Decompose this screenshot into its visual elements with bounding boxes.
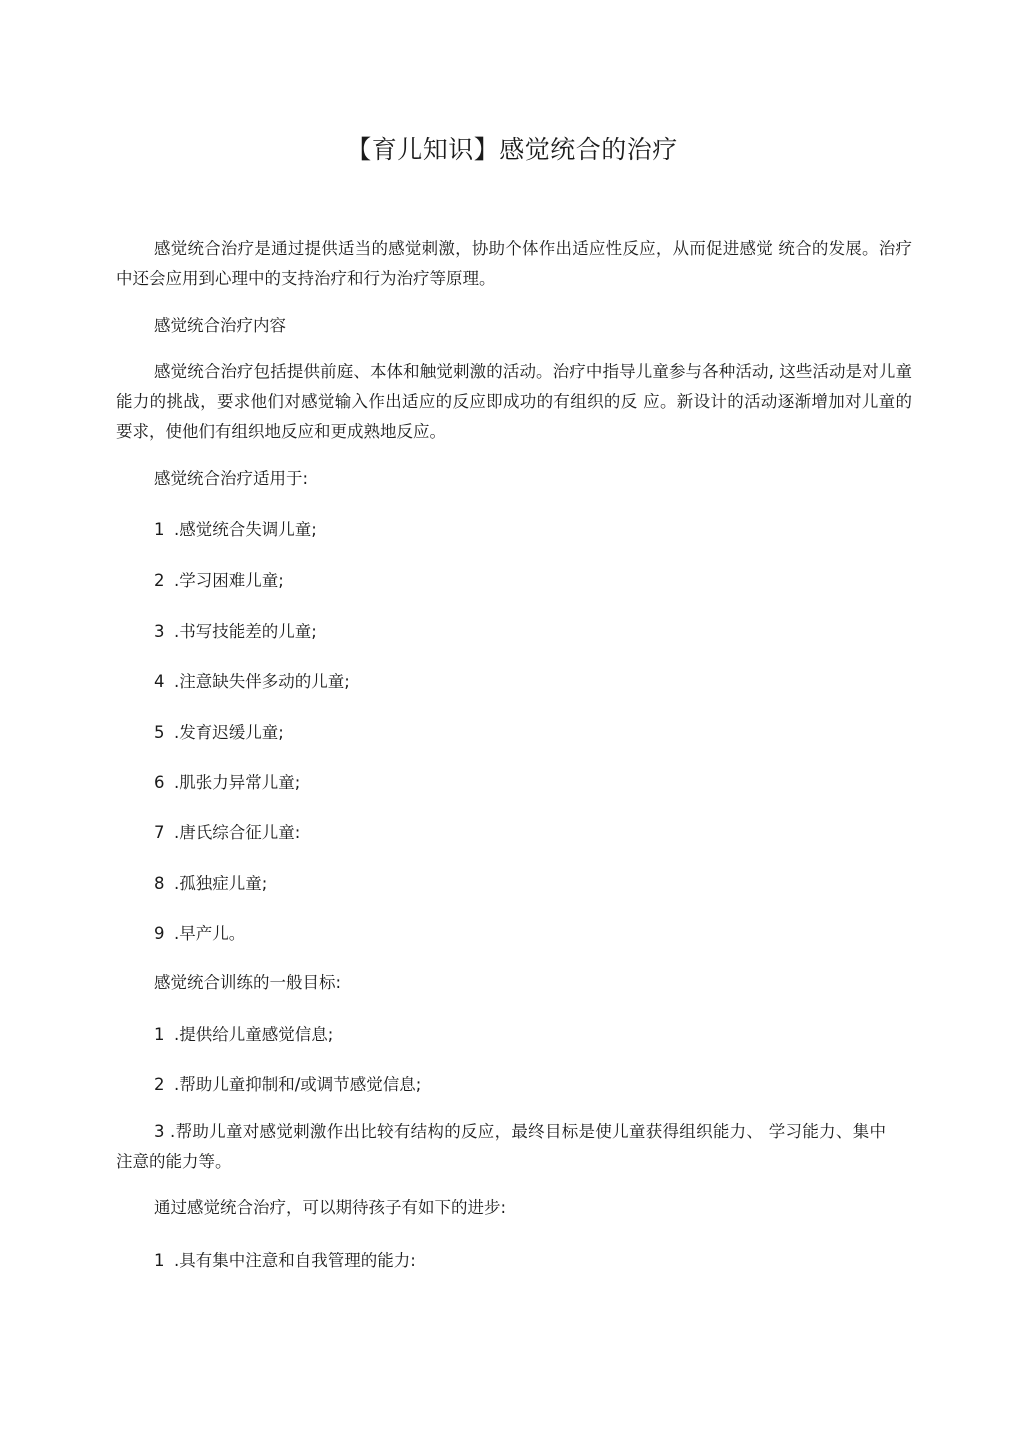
list-item [154, 1020, 914, 1050]
list-item-number: 3 [154, 1122, 165, 1141]
list-item-text: .早产儿。 [174, 924, 246, 943]
list-item [154, 818, 914, 848]
document-title: 【育儿知识】感觉统合的治疗 [346, 135, 678, 164]
list-item [154, 566, 914, 596]
list-item-text: .肌张力异常儿童; [174, 773, 301, 792]
list-item [154, 768, 914, 798]
list-item-text: .感觉统合失调儿童; [174, 520, 317, 539]
list-item-number: 1 [154, 520, 165, 539]
list-item-text: .发育迟缓儿童; [174, 723, 284, 742]
list-item-number: 2 [154, 571, 165, 590]
list-item-number: 7 [154, 823, 165, 842]
content-paragraph: 感觉统合治疗包括提供前庭、本体和触觉刺激的活动。治疗中指导儿童参与各种活动, 这些活动是对儿童能力的挑战，要求他们对感觉输入作出适应的反应即成功的有组织的反 应。新设计的活动逐渐增加对儿童的要求，使他们有组织地反应和更成熟地反应。 [116, 362, 912, 441]
list-item-text: .帮助儿童抑制和/或调节感觉信息; [174, 1075, 422, 1094]
list-item [154, 515, 914, 545]
list-item-number: 4 [154, 672, 165, 691]
content-heading: 感觉统合治疗内容 [154, 316, 286, 335]
list-item [154, 617, 914, 647]
list-item-text: .帮助儿童对感觉刺激作出比较有结构的反应，最终目标是使儿童获得组织能力、 学习能力、集中注意的能力等。 [116, 1122, 886, 1171]
list-item [154, 869, 914, 899]
list-item-number: 6 [154, 773, 165, 792]
list-item-text: .书写技能差的儿童; [174, 622, 317, 641]
list-item-number: 9 [154, 924, 165, 943]
progress-heading: 通过感觉统合治疗，可以期待孩子有如下的进步: [154, 1198, 507, 1217]
list-item [154, 1070, 914, 1100]
list-item-number: 8 [154, 874, 165, 893]
list-item-number: 5 [154, 723, 165, 742]
applicable-heading: 感觉统合治疗适用于: [154, 469, 309, 488]
list-item [154, 667, 914, 697]
intro-paragraph: 感觉统合治疗是通过提供适当的感觉刺激，协助个体作出适应性反应，从而促进感觉 统合的发展。治疗中还会应用到心理中的支持治疗和行为治疗等原理。 [116, 239, 912, 288]
list-item-text: .注意缺失伴多动的儿童; [174, 672, 350, 691]
list-item-text: .孤独症儿童; [174, 874, 268, 893]
list-item-number: 3 [154, 622, 165, 641]
list-item-number: 1 [154, 1025, 165, 1044]
list-item-number: 2 [154, 1075, 165, 1094]
list-item-text: .唐氏综合征儿童: [174, 823, 301, 842]
list-item [154, 1246, 914, 1276]
list-item [154, 919, 914, 949]
list-item-text: .提供给儿童感觉信息; [174, 1025, 334, 1044]
goals-heading: 感觉统合训练的一般目标: [154, 973, 342, 992]
list-item-text: .学习困难儿童; [174, 571, 284, 590]
list-item-number: 1 [154, 1251, 165, 1270]
list-item [154, 718, 914, 748]
list-item [116, 1117, 886, 1177]
list-item-text: .具有集中注意和自我管理的能力: [174, 1251, 416, 1270]
